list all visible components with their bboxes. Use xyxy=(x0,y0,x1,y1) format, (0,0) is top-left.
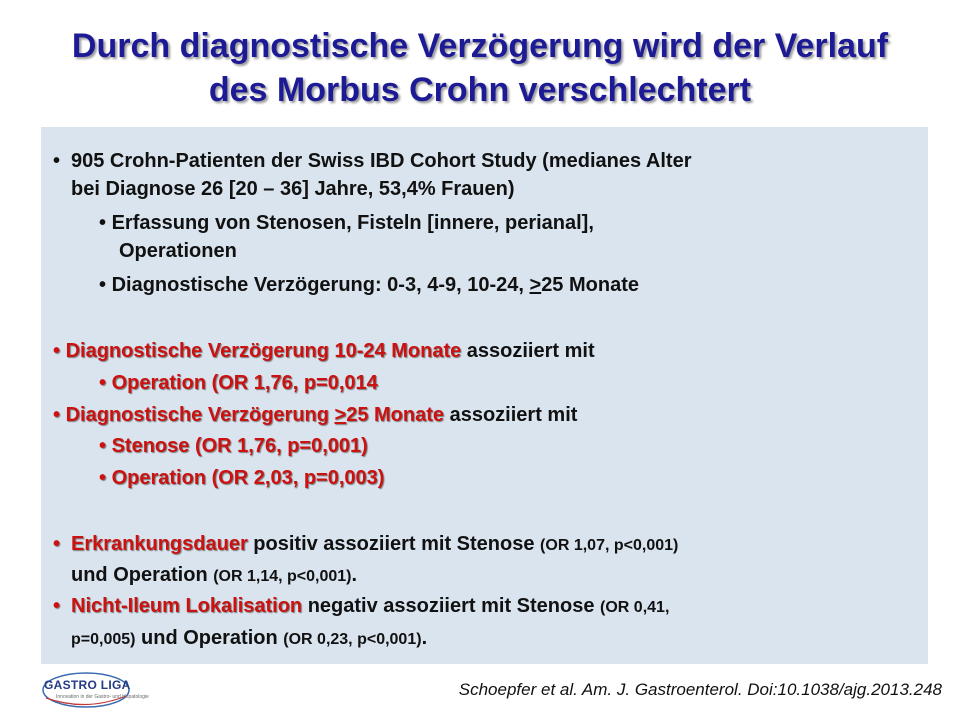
bullet-5-rest: negativ assoziiert mit Stenose xyxy=(302,595,601,617)
bullet-dot: • xyxy=(53,404,61,426)
sub-bullet-3-2 xyxy=(99,464,384,492)
sub-bullet-2-ge: > xyxy=(529,274,542,296)
sub-bullet-3-1-text: Stenose (OR 1,76, p=0,001) xyxy=(111,435,368,457)
sub-bullet-2-1-text: Operation (OR 1,76, p=0,014 xyxy=(111,372,378,394)
bullet-dot: • xyxy=(99,274,107,296)
slide-title xyxy=(0,24,960,112)
sub-bullet-2 xyxy=(99,271,639,299)
bullet-4-highlight: Erkrankungsdauer xyxy=(71,533,248,555)
title-line-1: Durch diagnostische Verzögerung wird der Verlauf xyxy=(71,27,889,65)
content-box xyxy=(41,127,928,664)
bullet-4-line-2-stats: (OR 1,14, p<0,001) xyxy=(213,568,352,585)
bullet-1-line-2: bei Diagnose 26 [20 – 36] Jahre, 53,4% Frauen) xyxy=(71,178,515,200)
bullet-4-line-2-text: und Operation xyxy=(71,564,214,586)
sub-bullet-3-1 xyxy=(99,432,368,460)
title-line-2: des Morbus Crohn verschlechtert xyxy=(208,71,752,109)
bullet-1 xyxy=(53,147,692,175)
bullet-5-line-2-stats-2: (OR 0,23, p<0,001) xyxy=(283,631,422,648)
bullet-dot: • xyxy=(53,340,61,362)
bullet-4-line-2 xyxy=(71,561,357,591)
bullet-2-rest: assoziiert mit xyxy=(461,340,595,362)
bullet-dot: • xyxy=(53,595,61,617)
bullet-dot: • xyxy=(99,467,107,489)
bullet-3-rest: assoziiert mit xyxy=(444,404,578,426)
logo-subtext: Innovation in der Gastro- und Hepatologie xyxy=(56,694,149,700)
gastroliga-logo xyxy=(40,668,149,714)
bullet-4 xyxy=(53,530,678,560)
bullet-5-stats: (OR 0,41, xyxy=(600,599,670,616)
bullet-4-line-2-end: . xyxy=(351,564,358,586)
bullet-3 xyxy=(53,401,577,429)
bullet-1-text-line-1: 905 Crohn-Patienten der Swiss IBD Cohort Study (medianes Alter xyxy=(71,150,692,172)
bullet-2 xyxy=(53,337,595,365)
sub-bullet-1-line-2: Operationen xyxy=(119,240,237,262)
sub-bullet-2-suffix: 25 Monate xyxy=(541,274,639,296)
logo-text: GASTRO LIGA xyxy=(44,678,131,692)
bullet-dot: • xyxy=(99,212,107,234)
bullet-3-highlight-suffix: 25 Monate xyxy=(346,404,445,426)
bullet-4-stats: (OR 1,07, p<0,001) xyxy=(540,537,679,554)
sub-bullet-1-text-line-1: Erfassung von Stenosen, Fisteln [innere, perianal], xyxy=(111,212,594,234)
bullet-dot: • xyxy=(99,435,107,457)
bullet-2-highlight: Diagnostische Verzögerung 10-24 Monate xyxy=(65,340,462,362)
bullet-dot: • xyxy=(53,533,61,555)
bullet-3-highlight-prefix: Diagnostische Verzögerung xyxy=(65,404,335,426)
bullet-5 xyxy=(53,592,669,622)
bullet-3-highlight-ge: > xyxy=(334,404,347,426)
sub-bullet-1 xyxy=(99,209,594,237)
citation: Schoepfer et al. Am. J. Gastroenterol. Doi:10.1038/ajg.2013.248 xyxy=(458,680,942,699)
bullet-5-line-2-mid: und Operation xyxy=(135,627,284,649)
sub-bullet-2-prefix: Diagnostische Verzögerung: 0-3, 4-9, 10-24, xyxy=(111,274,530,296)
bullet-5-highlight: Nicht-Ileum Lokalisation xyxy=(71,595,303,617)
bullet-5-line-2-stats-1: p=0,005) xyxy=(71,631,136,648)
sub-bullet-3-2-text: Operation (OR 2,03, p=0,003) xyxy=(111,467,385,489)
sub-bullet-2-1 xyxy=(99,369,378,397)
bullet-5-line-2-end: . xyxy=(421,627,428,649)
bullet-dot: • xyxy=(53,150,61,172)
bullet-5-line-2 xyxy=(71,624,427,654)
bullet-dot: • xyxy=(99,372,107,394)
bullet-4-rest: positiv assoziiert mit Stenose xyxy=(247,533,541,555)
